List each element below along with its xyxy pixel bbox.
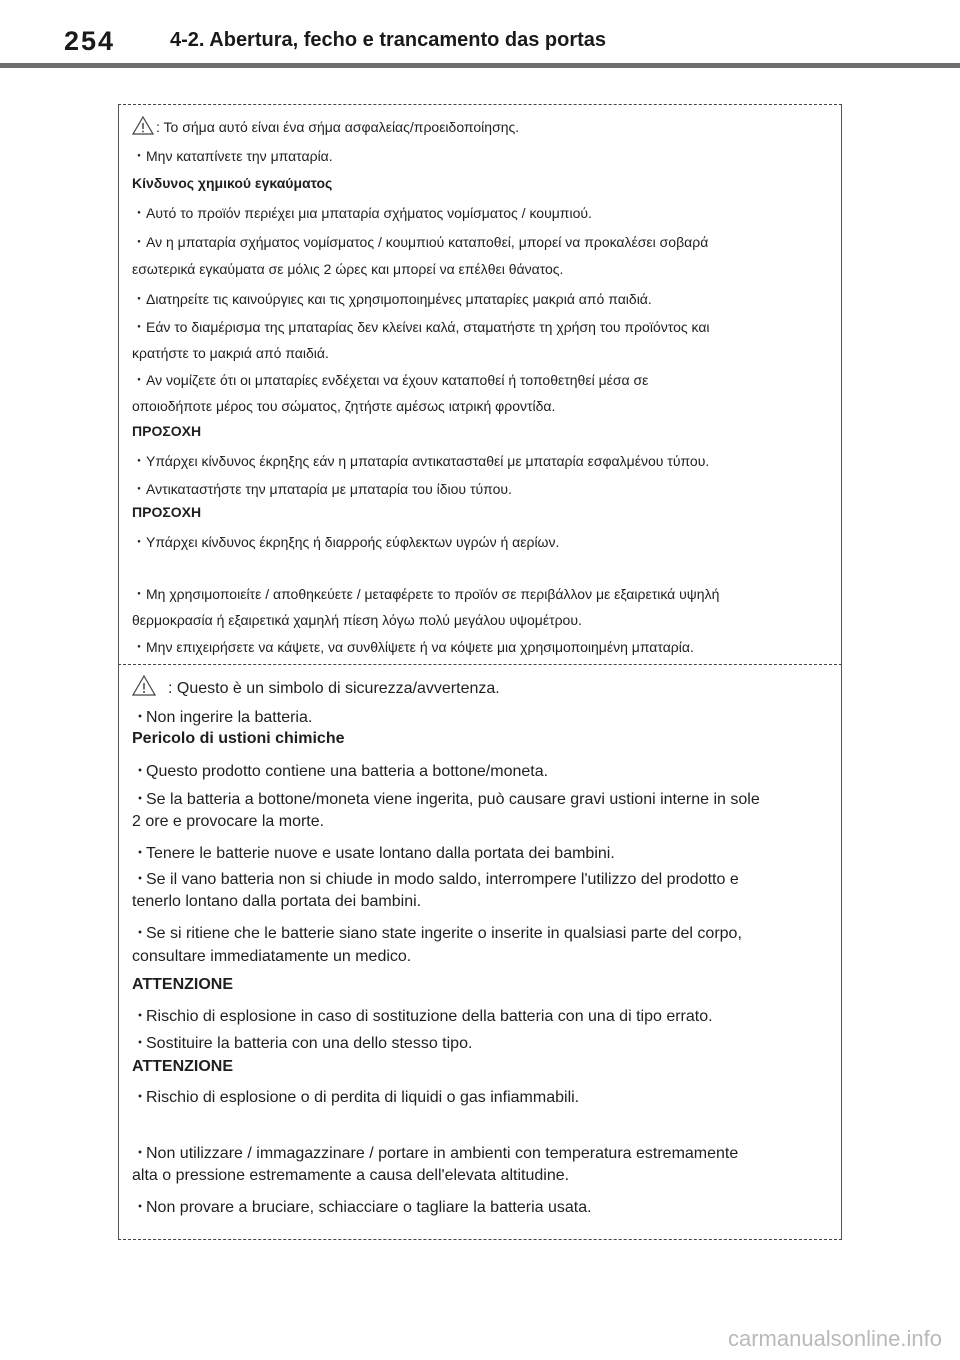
italian-heading-attention: ATTENZIONE [132,1058,234,1075]
bullet: ・ [132,763,149,780]
bullet: ・ [132,372,146,388]
page-header [0,0,960,70]
list-item: ・Non provare a bruciare, schiacciare o tagliare la batteria usata. [132,1194,592,1217]
bullet: ・ [132,453,146,469]
list-item-continuation: κρατήστε το μακριά από παιδιά. [132,345,329,361]
bullet: ・ [132,205,146,221]
bullet: ・ [132,709,149,726]
list-item: ・Se la batteria a bottone/moneta viene ingerita, può causare gravi ustioni interne in sole [132,786,760,809]
greek-heading-caution: ΠΡΟΣΟΧΗ [132,504,202,520]
list-item-continuation: εσωτερικά εγκαύματα σε μόλις 2 ώρες και μπορεί να επέλθει θάνατος. [132,261,564,277]
list-item: ・Αν η μπαταρία σχήματος νομίσματος / κουμπιού καταποθεί, μπορεί να προκαλέσει σοβαρά [132,234,709,250]
bullet: ・ [132,1199,149,1216]
section-title: 4-2. Abertura, fecho e trancamento das portas [170,29,607,51]
list-item: ・Μην επιχειρήσετε να κάψετε, να συνθλίψετε ή να κόψετε μια χρησιμοποιημένη μπαταρία. [132,639,694,655]
greek-symbol-text: : Το σήμα αυτό είναι ένα σήμα ασφαλείας/προειδοποίησης. [156,119,520,135]
bullet: ・ [132,534,146,550]
list-item: ・Υπάρχει κίνδυνος έκρηξης ή διαρροής εύφλεκτων υγρών ή αερίων. [132,534,560,550]
bullet: ・ [132,319,146,335]
list-item: ・Διατηρείτε τις καινούργιες και τις χρησιμοποιημένες μπαταρίες μακριά από παιδιά. [132,291,652,307]
italian-symbol-text: : Questo è un simbolo di sicurezza/avvertenza. [168,680,500,697]
list-item-continuation: 2 ore e provocare la morte. [132,813,325,830]
bullet: ・ [132,1089,149,1106]
list-item: ・Rischio di esplosione in caso di sostituzione della batteria con una di tipo errato. [132,1003,713,1026]
italian-heading-chemical-burn: Pericolo di ustioni chimiche [132,730,345,747]
list-item-continuation: οποιοδήποτε μέρος του σώματος, ζητήστε αμέσως ιατρική φροντίδα. [132,398,556,414]
list-item: ・Αντικαταστήστε την μπαταρία με μπαταρία του ίδιου τύπου. [132,481,512,497]
list-item: ・Se si ritiene che le batterie siano state ingerite o inserite in qualsiasi parte del corpo, [132,920,742,943]
list-item: ・Αυτό το προϊόν περιέχει μια μπαταρία σχήματος νομίσματος / κουμπιού. [132,205,592,221]
greek-heading-chemical-burn: Κίνδυνος χημικού εγκαύματος [132,175,333,191]
bullet: ・ [132,925,149,942]
bullet: ・ [132,481,146,497]
list-item: ・Non ingerire la batteria. [132,704,312,727]
list-item: ・Se il vano batteria non si chiude in modo saldo, interrompere l'utilizzo del prodotto e [132,866,739,889]
warning-triangle-icon [132,116,154,135]
list-item-continuation: θερμοκρασία ή εξαιρετικά χαμηλή πίεση λόγω πολύ μεγάλου υψομέτρου. [132,612,582,628]
bullet: ・ [132,871,149,888]
list-item: ・Sostituire la batteria con una dello stesso tipo. [132,1030,472,1053]
italian-heading-attention: ATTENZIONE [132,976,234,993]
greek-heading-caution: ΠΡΟΣΟΧΗ [132,423,202,439]
bullet: ・ [132,845,149,862]
list-item: ・Εάν το διαμέρισμα της μπαταρίας δεν κλείνει καλά, σταματήστε τη χρήση του προϊόντος και [132,319,710,335]
list-item: ・Tenere le batterie nuove e usate lontano dalla portata dei bambini. [132,840,615,863]
bullet: ・ [132,586,146,602]
bullet: ・ [132,1145,149,1162]
warning-triangle-icon [132,675,156,696]
list-item-continuation: consultare immediatamente un medico. [132,948,412,965]
bullet: ・ [132,291,146,307]
bullet: ・ [132,234,146,250]
bullet: ・ [132,1035,149,1052]
greek-symbol-line [132,116,519,135]
list-item: ・Υπάρχει κίνδυνος έκρηξης εάν η μπαταρία αντικατασταθεί με μπαταρία εσφαλμένου τύπου. [132,453,710,469]
box-bottom-border [118,1239,842,1240]
list-item-continuation: alta o pressione estremamente a causa dell'elevata altitudine. [132,1167,570,1184]
list-item: ・Non utilizzare / immagazzinare / portare in ambienti con temperatura estremamente [132,1140,738,1163]
list-item: ・Questo prodotto contiene una batteria a bottone/moneta. [132,758,548,781]
list-item-continuation: tenerlo lontano dalla portata dei bambini. [132,893,422,910]
list-item: ・Αν νομίζετε ότι οι μπαταρίες ενδέχεται να έχουν καταποθεί ή τοποθετηθεί μέσα σε [132,372,649,388]
box-top-border [118,104,842,105]
list-item: ・Μη χρησιμοποιείτε / αποθηκεύετε / μεταφέρετε το προϊόν σε περιβάλλον με εξαιρετικά υψηλή [132,586,720,602]
bullet: ・ [132,1008,149,1025]
page-number: 254 [64,26,116,56]
bullet: ・ [132,148,146,164]
watermark: carmanualsonline.info [727,1326,942,1351]
section-divider [118,664,842,665]
list-item: ・Μην καταπίνετε την μπαταρία. [132,148,333,164]
bullet: ・ [132,639,146,655]
italian-symbol-line [132,675,500,698]
header-rule [0,63,960,68]
bullet: ・ [132,791,149,808]
list-item: ・Rischio di esplosione o di perdita di liquidi o gas infiammabili. [132,1084,579,1107]
